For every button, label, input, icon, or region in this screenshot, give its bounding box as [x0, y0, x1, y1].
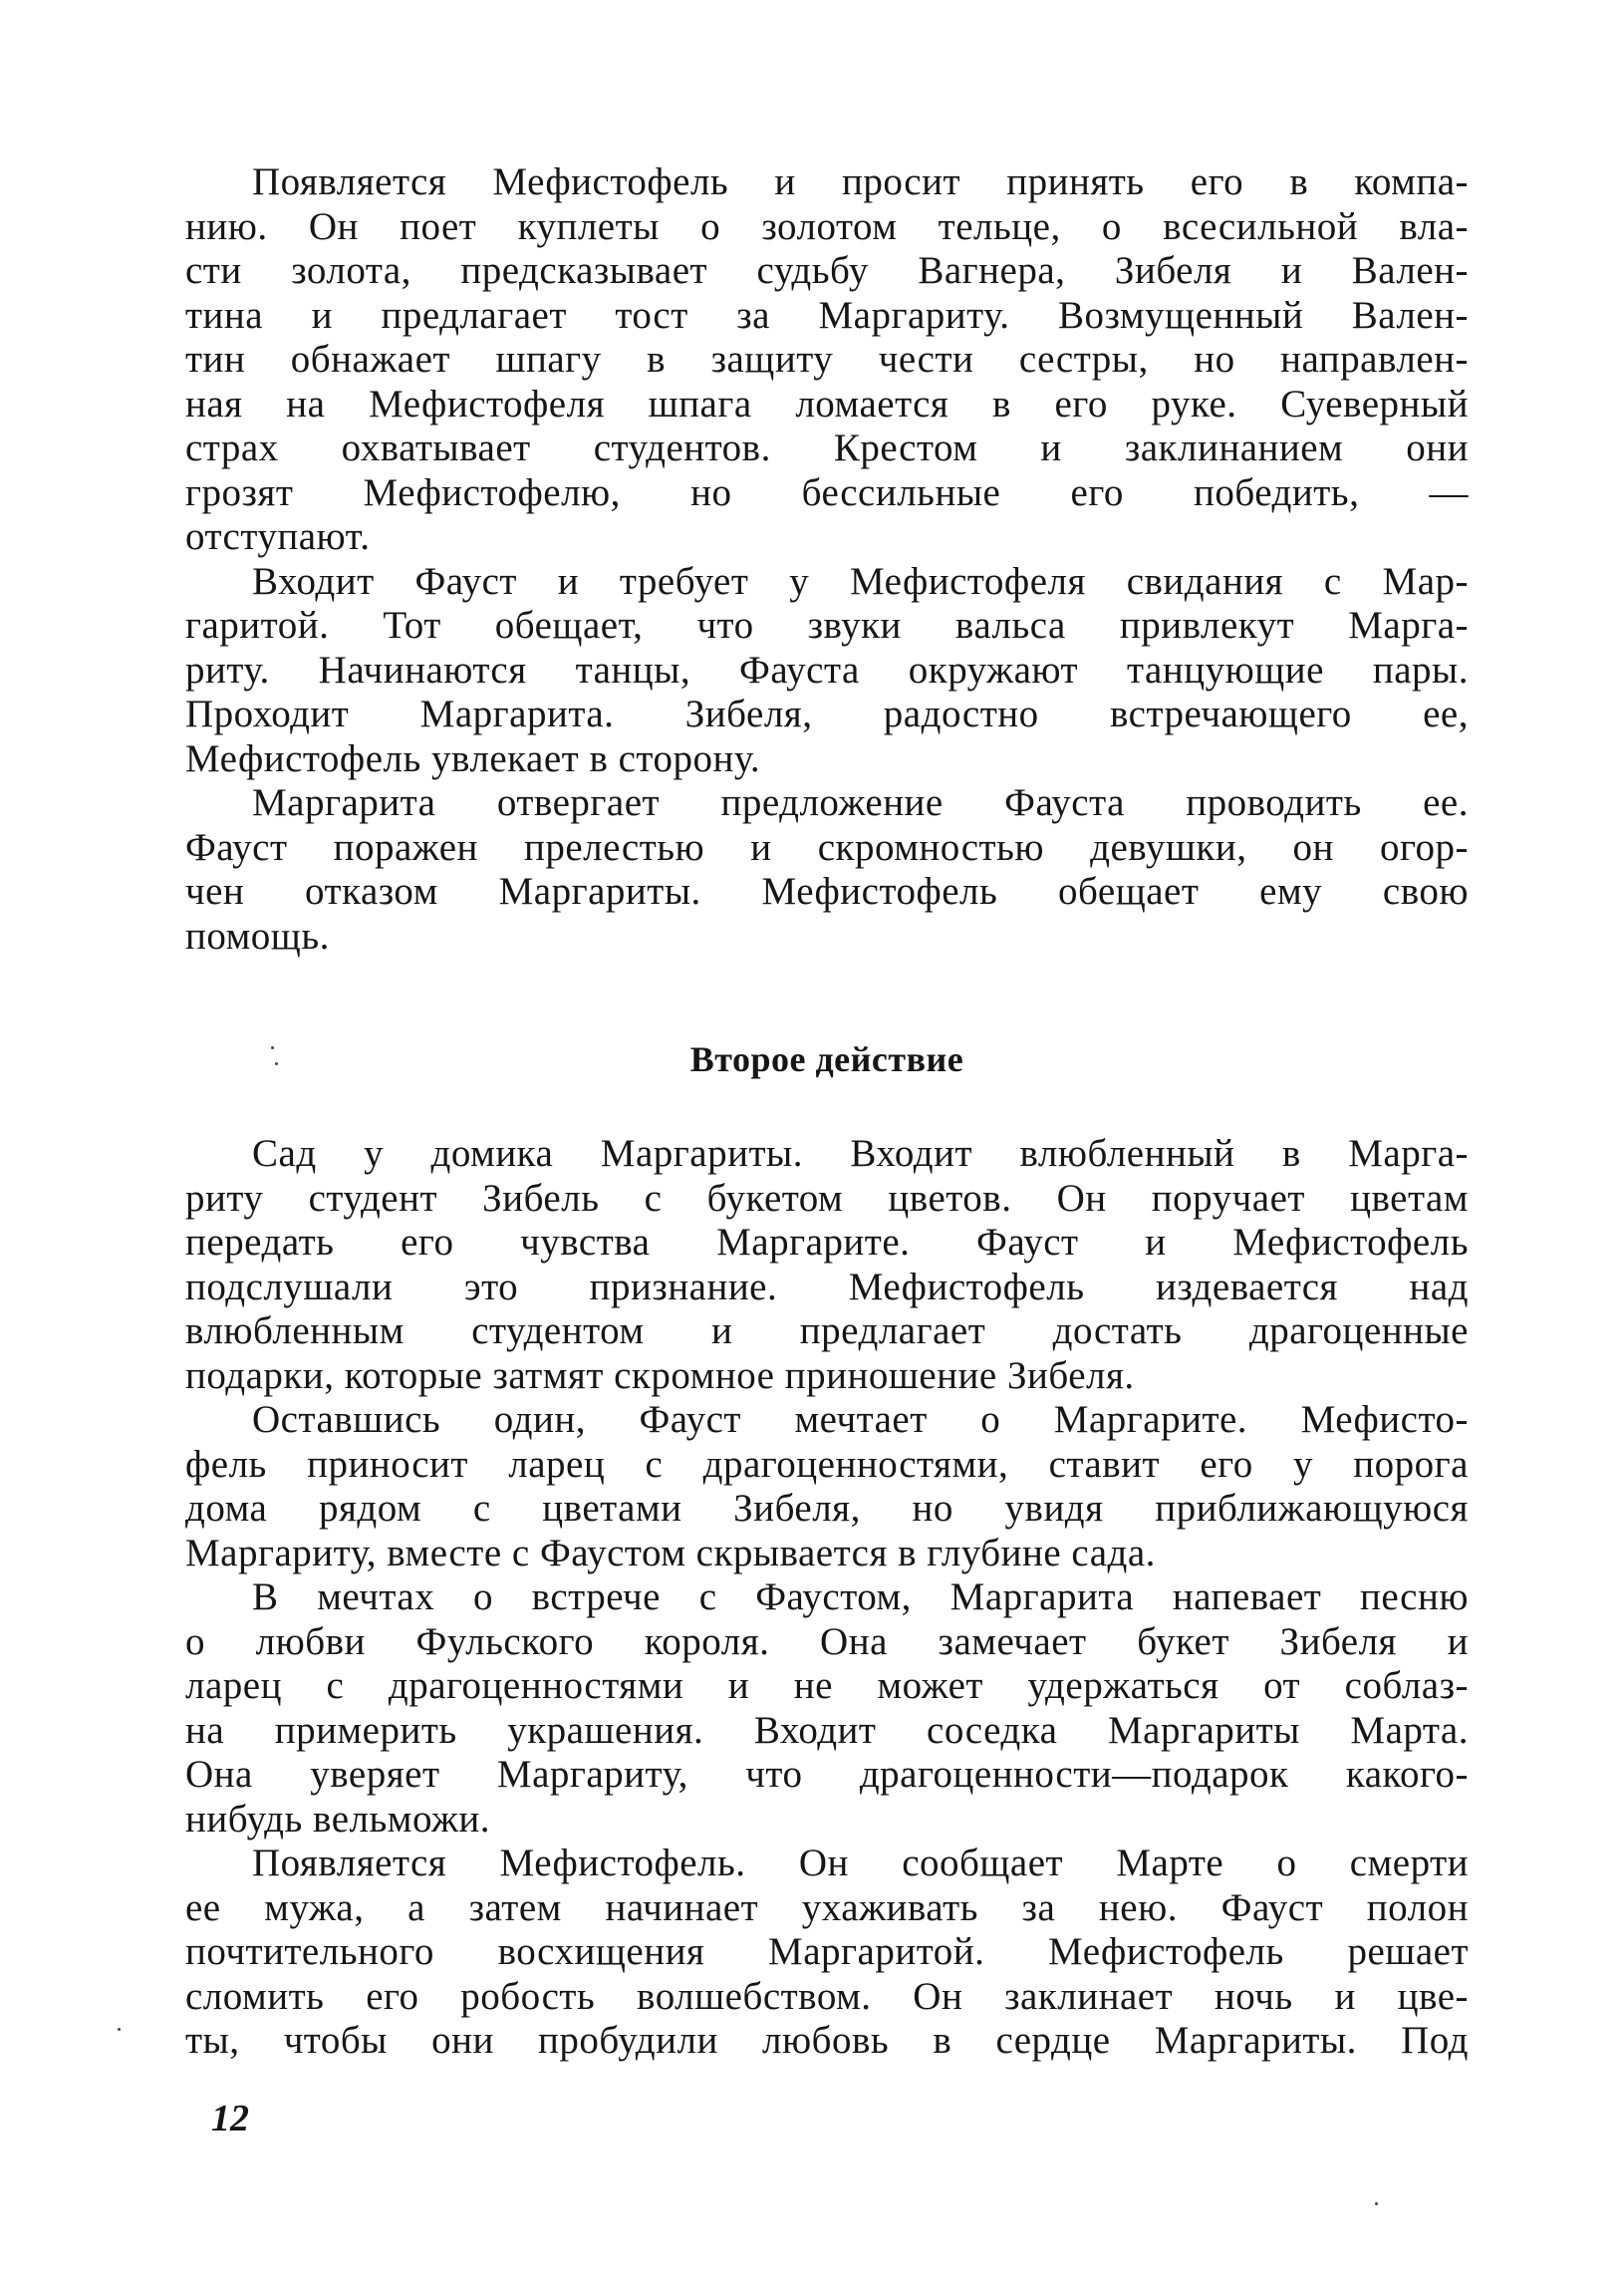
- text-line: нию. Он поет куплеты о золотом тельце, о всесильной вла-: [185, 204, 1469, 248]
- text-line: сломить его робость волшебством. Он заклинает ночь и цве-: [185, 1974, 1469, 2018]
- text-line: Сад у домика Маргариты. Входит влюбленный в Марга-: [252, 1132, 1469, 1175]
- text-line: сти золота, предсказывает судьбу Вагнера, Зибеля и Вален-: [185, 249, 1469, 292]
- text-line: Маргарита отвергает предложение Фауста проводить ее.: [252, 781, 1469, 824]
- paragraph: [185, 1575, 1469, 1842]
- text-line: Входит Фауст и требует у Мефистофеля свидания с Мар-: [252, 559, 1469, 603]
- text-line: Фауст поражен прелестью и скромностью девушки, он огор-: [185, 825, 1469, 869]
- text-line: о любви Фульского короля. Она замечает букет Зибеля и: [185, 1619, 1469, 1663]
- text-line: Маргариту, вместе с Фаустом скрывается в глубине сада.: [185, 1531, 1156, 1574]
- text-line: подслушали это признание. Мефистофель издевается над: [185, 1265, 1469, 1308]
- text-line: подарки, которые затмят скромное приношение Зибеля.: [185, 1353, 1135, 1397]
- text-line: почтительного восхищения Маргаритой. Мефистофель решает: [185, 1930, 1469, 1973]
- text-line: Оставшись один, Фауст мечтает о Маргарите. Мефисто-: [252, 1398, 1469, 1441]
- text-block-act-one-end: [185, 160, 1469, 959]
- scan-speck: [118, 2028, 121, 2031]
- text-block-act-two: [185, 1132, 1469, 2064]
- text-line: В мечтах о встрече с Фаустом, Маргарита напевает песню: [252, 1575, 1469, 1618]
- paragraph: [185, 781, 1469, 959]
- page-number: 12: [211, 2098, 249, 2139]
- paragraph: [185, 1132, 1469, 1398]
- text-line: передать его чувства Маргарите. Фауст и Мефистофель: [185, 1221, 1469, 1264]
- text-line: ты, чтобы они пробудили любовь в сердце Маргариты. Под: [185, 2019, 1469, 2062]
- text-line: дома рядом с цветами Зибеля, но увидя приближающуюся: [185, 1487, 1469, 1530]
- paragraph: [185, 1842, 1469, 2064]
- text-line: отступают.: [185, 515, 371, 558]
- text-line: фель приносит ларец с драгоценностями, ставит его у порога: [185, 1442, 1469, 1486]
- text-line: риту студент Зибель с букетом цветов. Он поручает цветам: [185, 1176, 1469, 1220]
- text-line: Мефистофель увлекает в сторону.: [185, 736, 761, 780]
- text-line: на примерить украшения. Входит соседка Маргариты Марта.: [185, 1708, 1469, 1752]
- text-line: грозят Мефистофелю, но бессильные его победить, —: [185, 470, 1469, 514]
- text-line: Она уверяет Маргариту, что драгоценности—подарок какого-: [185, 1753, 1469, 1796]
- text-line: тин обнажает шпагу в защиту чести сестры, но направлен-: [185, 338, 1469, 381]
- text-line: ларец с драгоценностями и не может удержаться от соблаз-: [185, 1664, 1469, 1707]
- text-line: Появляется Мефистофель. Он сообщает Марте о смерти: [252, 1842, 1469, 1884]
- paragraph: [185, 160, 1469, 560]
- text-line: ее мужа, а затем начинает ухаживать за нею. Фауст полон: [185, 1885, 1469, 1929]
- scan-speck: [275, 1062, 278, 1065]
- scan-speck: [1375, 2202, 1378, 2205]
- text-line: влюбленным студентом и предлагает достать драгоценные: [185, 1309, 1469, 1352]
- text-line: чен отказом Маргариты. Мефистофель обещает ему свою: [185, 870, 1469, 913]
- text-line: страх охватывает студентов. Крестом и заклинанием они: [185, 426, 1469, 469]
- text-line: Появляется Мефистофель и просит принять его в компа-: [252, 160, 1469, 203]
- text-line: гаритой. Тот обещает, что звуки вальса привлекут Марга-: [185, 604, 1469, 647]
- text-line: тина и предлагает тост за Маргариту. Возмущенный Вален-: [185, 293, 1469, 337]
- text-line: Проходит Маргарита. Зибеля, радостно встречающего ее,: [185, 693, 1469, 735]
- text-line: нибудь вельможи.: [185, 1797, 491, 1841]
- text-line: риту. Начинаются танцы, Фауста окружают танцующие пары.: [185, 648, 1469, 692]
- scan-speck: [271, 1046, 274, 1049]
- paragraph: [185, 560, 1469, 782]
- text-line: помощь.: [185, 914, 330, 958]
- section-heading: Второе действие: [689, 1039, 964, 1079]
- text-line: ная на Мефистофеля шпага ломается в его руке. Суеверный: [185, 382, 1469, 426]
- paragraph: [185, 1398, 1469, 1575]
